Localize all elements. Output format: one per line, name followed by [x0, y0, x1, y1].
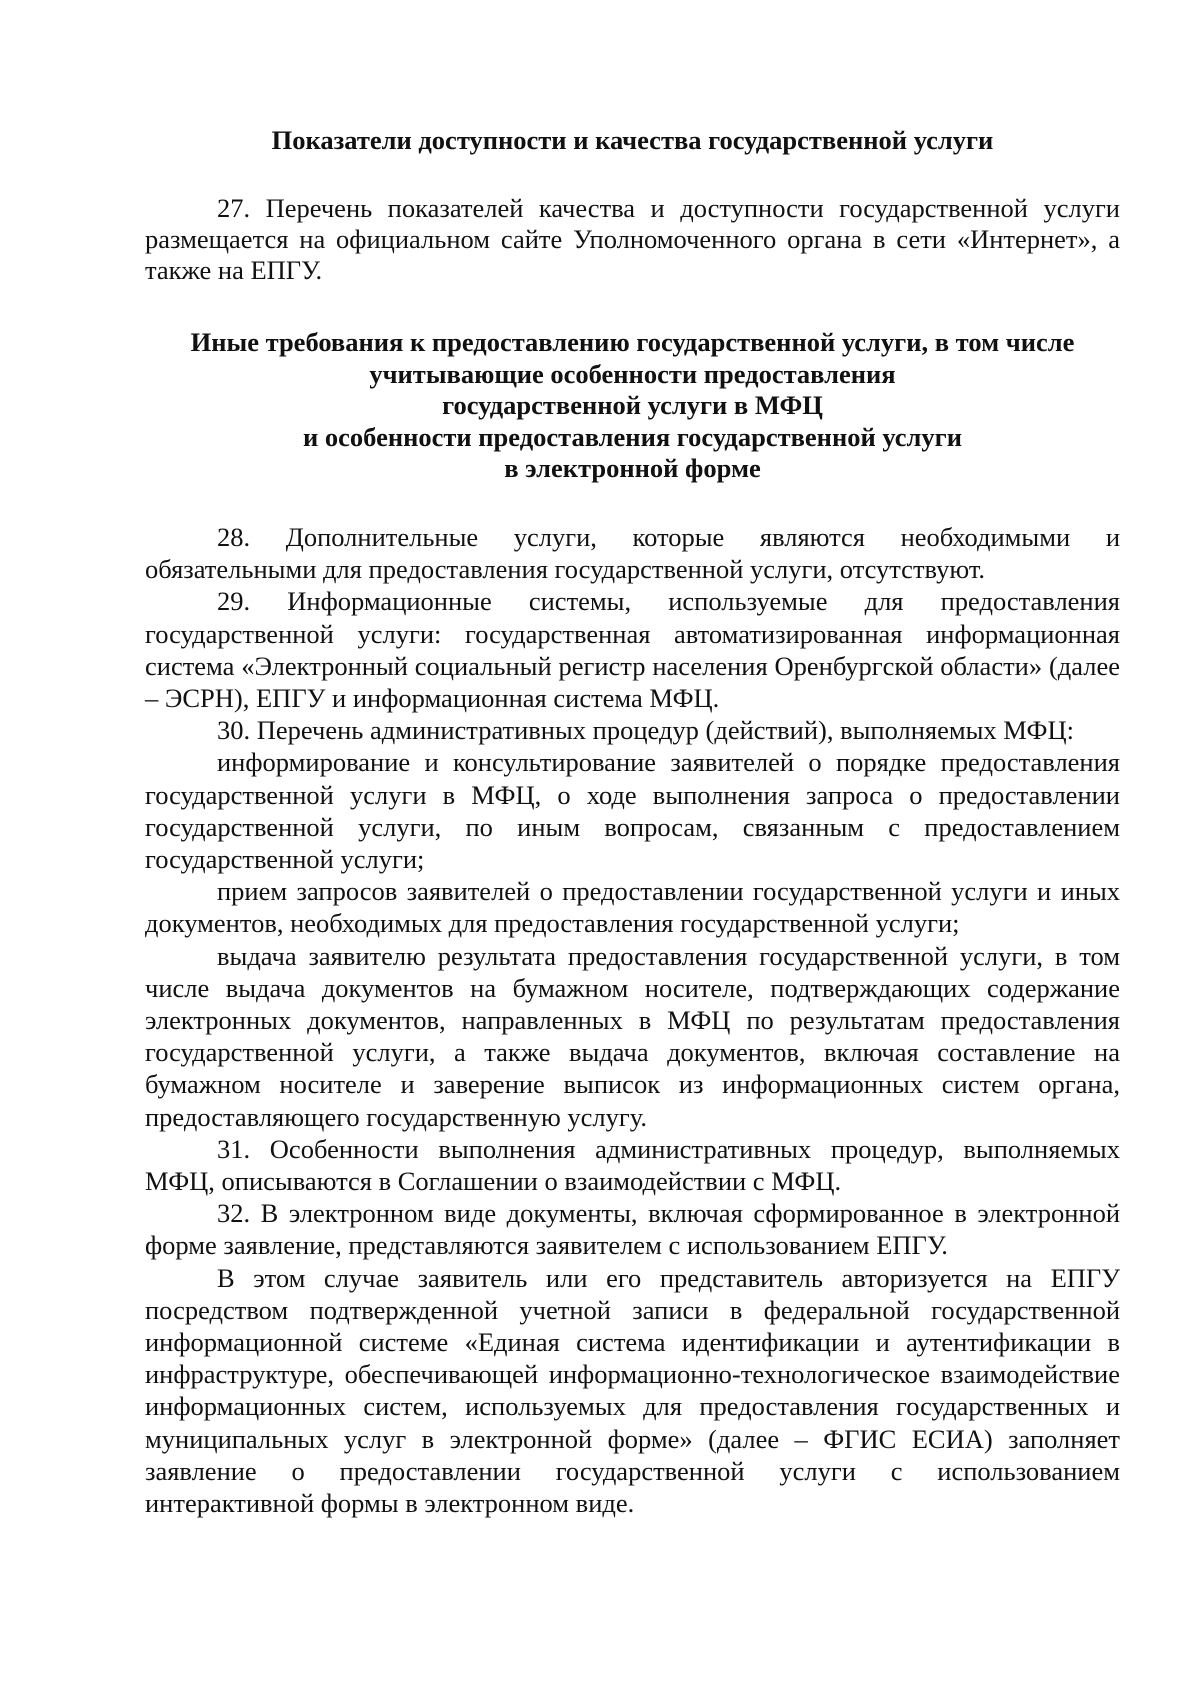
paragraph-32-continued: В этом случае заявитель или его представитель авторизуется на ЕПГУ посредством подтвержденной учетной записи в федеральной государственной информационной системе «Единая система идентификации и аутентификации в инфраструктуре, обеспечивающей информационно-технологическое взаимодействие информационных систем, используемых для предоставления государственных и муниципальных услуг в электронной форме» (далее – ФГИС ЕСИА) заполняет заявление о предоставлении государственной услуги с использованием интерактивной формы в электронном виде.: [145, 1262, 1120, 1519]
paragraph-29: 29. Информационные системы, используемые для предоставления государственной услуги: государственная автоматизированная информационная система «Электронный социальный регистр населения Оренбургской области» (далее – ЭСРН), ЕПГУ и информационная система МФЦ.: [145, 586, 1120, 714]
paragraph-31: 31. Особенности выполнения административных процедур, выполняемых МФЦ, описываются в Соглашении о взаимодействии с МФЦ.: [145, 1133, 1120, 1197]
paragraph-28: 28. Дополнительные услуги, которые являются необходимыми и обязательными для предоставления государственной услуги, отсутствуют.: [145, 522, 1120, 585]
heading-other-line-4: и особенности предоставления государственной услуги: [303, 421, 962, 452]
paragraph-30-item-3: выдача заявителю результата предоставления государственной услуги, в том числе выдача документов на бумажном носителе, подтверждающих содержание электронных документов, направленных в МФЦ по результатам предоставления государственной услуги, а также выдача документов, включая составление на бумажном носителе и заверение выписок из информационных систем органа, предоставляющего государственную услугу.: [145, 940, 1120, 1132]
heading-other-line-3: государственной услуги в МФЦ: [442, 390, 823, 420]
section-27: [145, 193, 1120, 286]
heading-other-line-1: Иные требования к предоставлению государственной услуги, в том числе: [190, 327, 1075, 357]
paragraph-30-item-2: прием запросов заявителей о предоставлении государственной услуги и иных документов, необходимых для предоставления государственной услуги;: [145, 876, 1120, 939]
heading-other-line-2: учитывающие особенности предоставления: [369, 358, 896, 389]
heading-quality-indicators: Показатели доступности и качества государственной услуги: [271, 125, 994, 155]
heading-other-line-5: в электронной форме: [504, 453, 761, 483]
paragraph-30-item-1: информирование и консультирование заявителей о порядке предоставления государственной услуги в МФЦ, о ходе выполнения запроса о предоставлении государственной услуги, по иным вопросам, связанным с предоставлением государственной услуги;: [145, 747, 1120, 875]
paragraph-27: 27. Перечень показателей качества и доступности государственной услуги размещается на официальном сайте Уполномоченного органа в сети «Интернет», а также на ЕПГУ.: [145, 193, 1120, 285]
body-text: [145, 521, 1120, 1519]
heading-other-requirements: [145, 327, 1120, 485]
paragraph-30: 30. Перечень административных процедур (действий), выполняемых МФЦ:: [217, 715, 1074, 746]
paragraph-32: 32. В электронном виде документы, включая сформированное в электронной форме заявление, представляются заявителем с использованием ЕПГУ.: [145, 1198, 1120, 1261]
